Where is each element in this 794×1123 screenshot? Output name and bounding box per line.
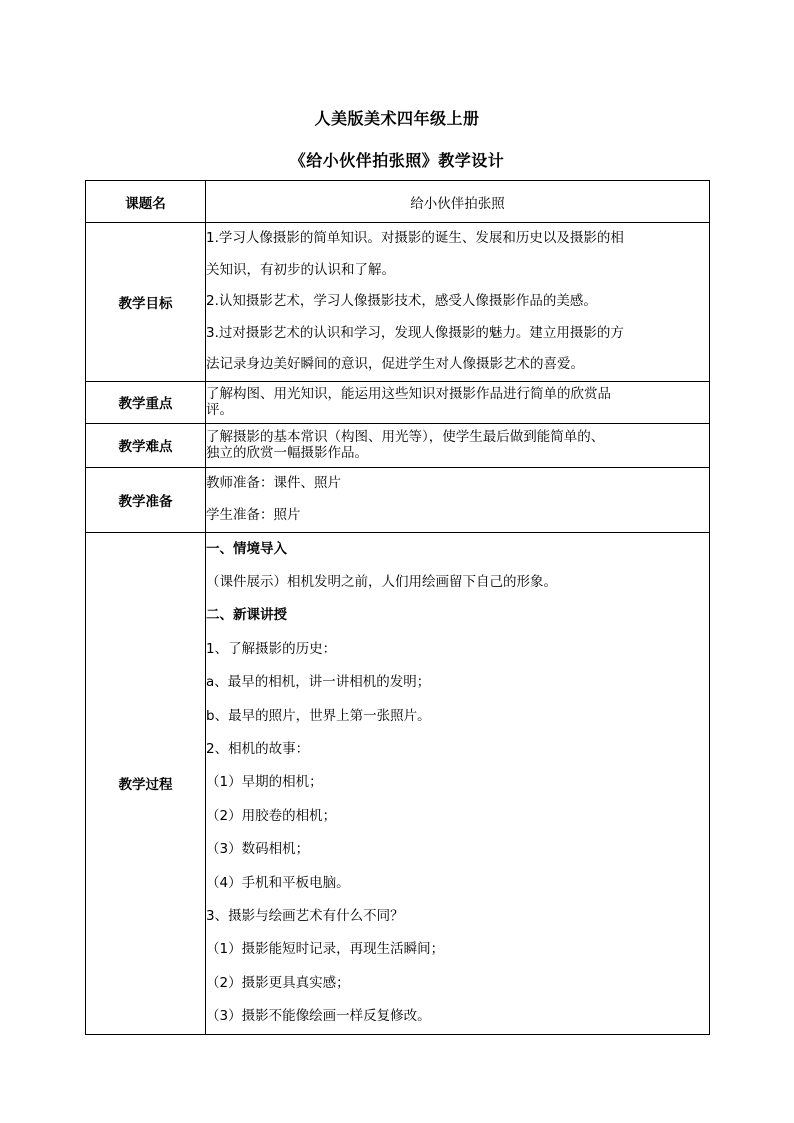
objective-line: 3.过对摄影艺术的认识和学习，发现人像摄影的魅力。建立用摄影的方 <box>206 324 624 341</box>
key-point-line: 了解构图、用光知识，能运用这些知识对摄影作品进行简单的欣赏品 <box>206 386 611 402</box>
process-line: （1）摄影能短时记录，再现生活瞬间； <box>206 941 445 958</box>
label-key-points: 教学重点 <box>86 381 206 423</box>
label-difficulties: 教学难点 <box>86 423 206 467</box>
objective-line: 1.学习人像摄影的简单知识。对摄影的诞生、发展和历史以及摄影的相 <box>206 230 624 246</box>
document-subtitle: 《给小伙伴拍张照》教学设计 <box>289 151 505 170</box>
process-line: 2、相机的故事： <box>206 740 310 757</box>
process-heading: 一、情境导入 <box>206 540 287 557</box>
process-line: （4）手机和平板电脑。 <box>206 874 350 891</box>
process-line: （3）数码相机； <box>206 841 310 858</box>
preparation-line: 教师准备：课件、照片 <box>206 475 341 491</box>
process-line: （2）用胶卷的相机； <box>206 807 337 824</box>
row-topic <box>86 181 710 223</box>
key-point-line: 评。 <box>206 402 233 418</box>
process-line: （2）摄影更具真实感； <box>206 974 350 991</box>
row-difficulties <box>86 423 710 467</box>
key-points-content <box>206 381 710 423</box>
topic-value: 给小伙伴拍张照 <box>206 181 710 223</box>
process-heading: 二、新课讲授 <box>206 607 287 624</box>
row-process <box>86 532 710 1034</box>
process-line: （3）摄影不能像绘画一样反复修改。 <box>206 1008 431 1025</box>
objective-line: 2.认知摄影艺术，学习人像摄影技术，感受人像摄影作品的美感。 <box>206 293 597 309</box>
process-content <box>206 532 710 1034</box>
difficulty-line: 独立的欣赏一幅摄影作品。 <box>206 445 368 461</box>
document-title: 人美版美术四年级上册 <box>314 109 480 128</box>
objectives-content <box>206 223 710 382</box>
preparation-line: 学生准备：照片 <box>206 506 301 523</box>
objective-line: 关知识，有初步的认识和了解。 <box>206 261 395 278</box>
lesson-plan-table <box>85 180 710 1035</box>
row-key-points <box>86 381 710 423</box>
process-line: （课件展示）相机发明之前，人们用绘画留下自己的形象。 <box>206 573 557 590</box>
objective-line: 法记录身边美好瞬间的意识，促进学生对人像摄影艺术的喜爱。 <box>206 356 584 372</box>
difficulties-content <box>206 423 710 467</box>
label-preparation: 教学准备 <box>86 467 206 532</box>
label-objectives: 教学目标 <box>86 223 206 382</box>
process-line: a、最早的相机，讲一讲相机的发明； <box>206 674 431 691</box>
process-line: 1、了解摄影的历史： <box>206 640 337 657</box>
difficulty-line: 了解摄影的基本常识（构图、用光等），使学生最后做到能简单的、 <box>206 429 605 445</box>
process-line: 3、摄影与绘画艺术有什么不同？ <box>206 907 404 924</box>
row-preparation <box>86 467 710 532</box>
process-line: （1）早期的相机； <box>206 774 323 791</box>
label-topic: 课题名 <box>86 181 206 223</box>
label-process: 教学过程 <box>86 532 206 1034</box>
process-line: b、最早的照片，世界上第一张照片。 <box>206 707 431 724</box>
preparation-content <box>206 467 710 532</box>
row-objectives <box>86 223 710 382</box>
